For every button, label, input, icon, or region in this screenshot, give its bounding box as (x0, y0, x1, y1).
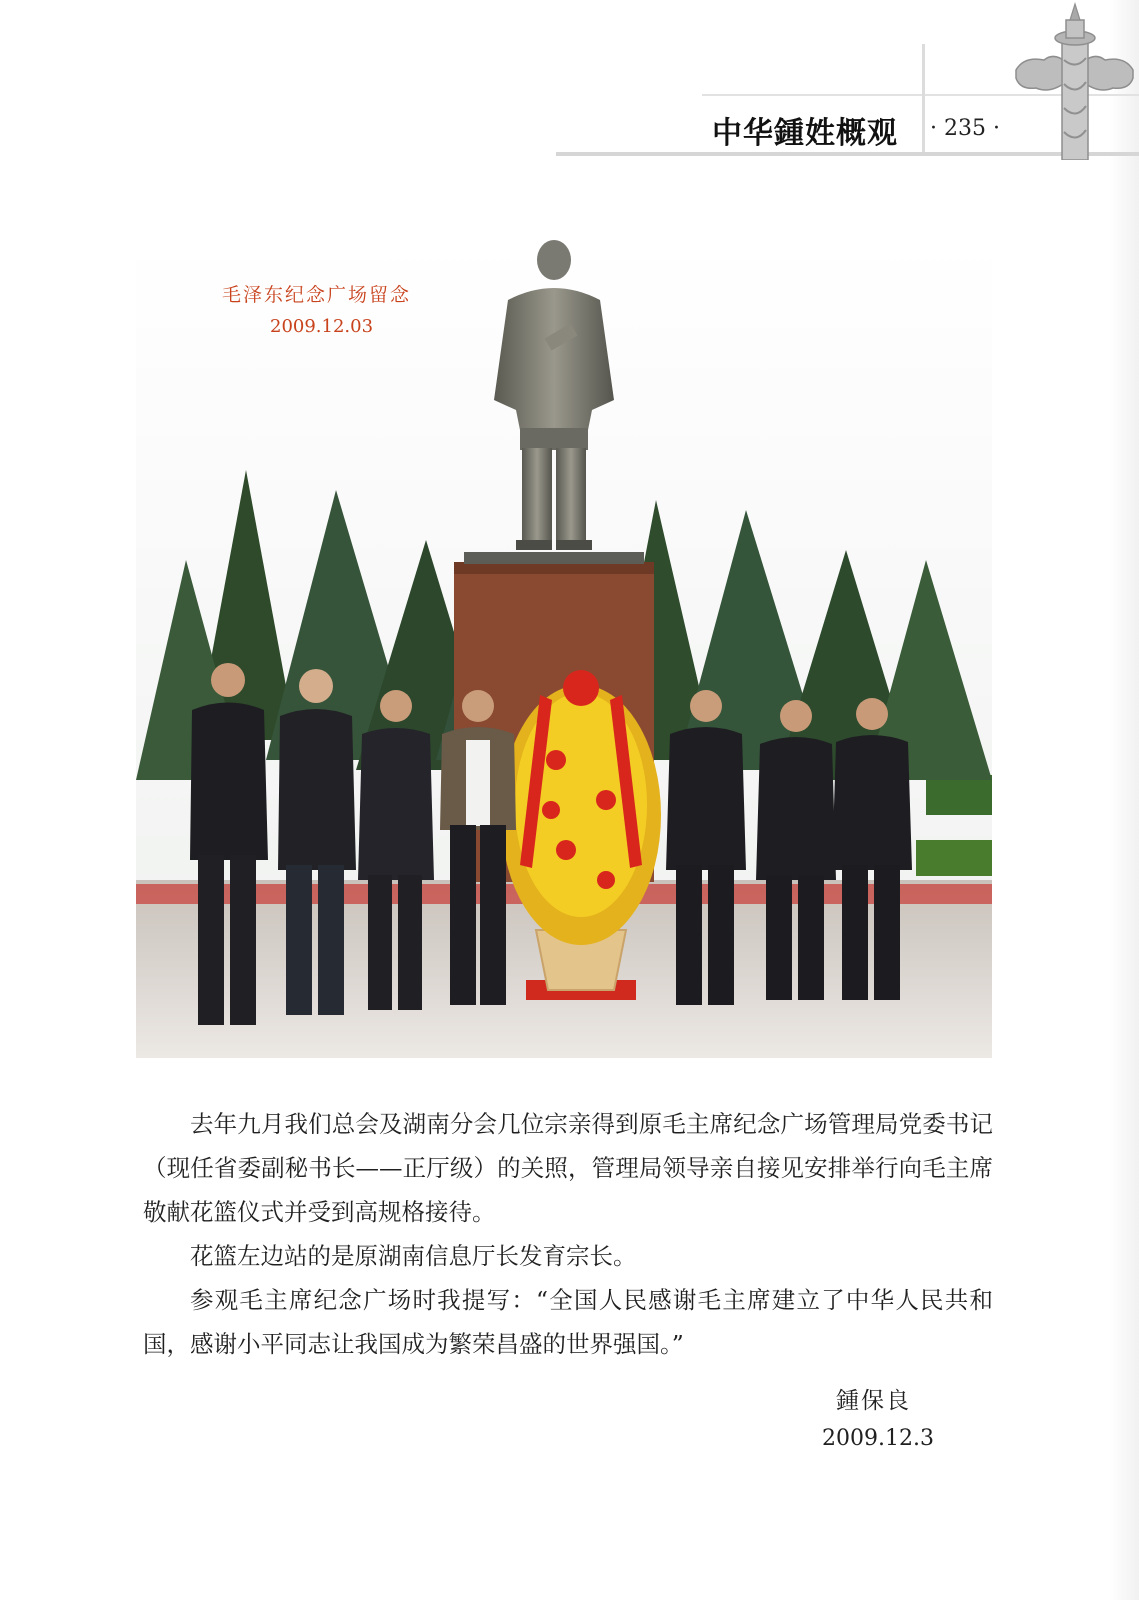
author-signature: 鍾保良 (836, 1388, 911, 1414)
page-number: · 235 · (930, 116, 1000, 141)
page-edge-shadow (1109, 0, 1139, 1600)
photo-caption-title: 毛泽东纪念广场留念 (222, 284, 412, 306)
paragraph: 花篮左边站的是原湖南信息厅长发育宗长。 (190, 1242, 637, 1270)
memorial-group-photo (136, 240, 992, 1058)
paragraph: 去年九月我们总会及湖南分会几位宗亲得到原毛主席纪念广场管理局党委书记（现任省委副秘书长——正厅级）的关照，管理局领导亲自接见安排举行向毛主席敬献花篮仪式并受到高规格接待。 (143, 1110, 993, 1226)
huabiao-column-ornament (1010, 0, 1139, 160)
header-vertical-rule (922, 44, 925, 154)
signature-date: 2009.12.3 (822, 1426, 934, 1451)
running-title: 中华鍾姓概观 (712, 116, 898, 151)
paragraph: 参观毛主席纪念广场时我提写：“全国人民感谢毛主席建立了中华人民共和国，感谢小平同志让我国成为繁荣昌盛的世界强国。” (143, 1286, 993, 1358)
photo-caption-date: 2009.12.03 (270, 316, 374, 337)
body-text (143, 1102, 993, 1366)
